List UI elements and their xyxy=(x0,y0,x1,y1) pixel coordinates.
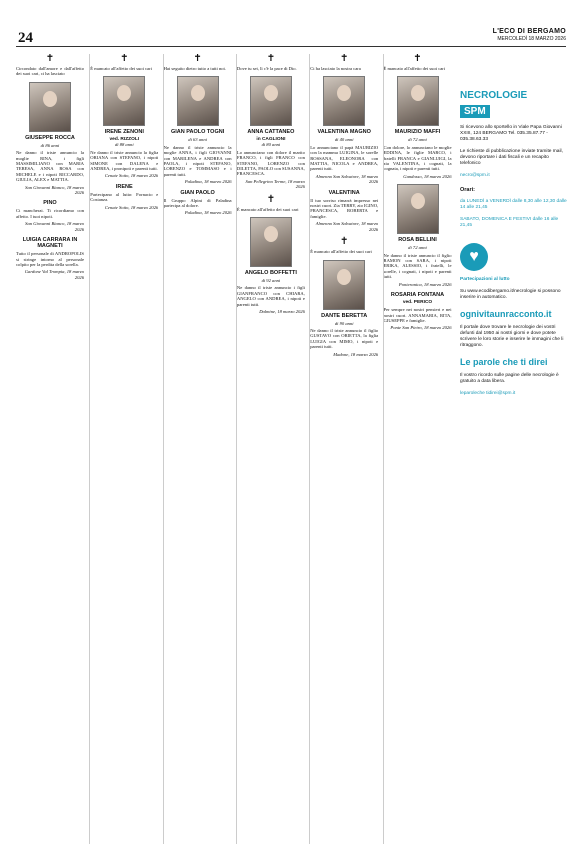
intro-text: Circondato dall'amore e dall'affetto dei suoi cari, ci ha lasciato xyxy=(16,66,84,77)
obituary-text: Ne danno il triste annuncio i figli GIANFRANCO con CHIARA, ANGELO con ANDREA, i nipoti e parenti tutti. xyxy=(236,285,305,307)
deceased-age: di 63 anni xyxy=(188,137,207,143)
obituary-place-date: Gandosso, 18 marzo 2026 xyxy=(403,173,452,179)
office-info: Si ricevono allo sportello in Viale Papa Giovanni XXIII, 124 BERGAMO Tel. 035.35.87.77 - 035.38.63.33 xyxy=(460,125,562,142)
deceased-name: ROSARIA FONTANA xyxy=(390,292,445,299)
obituary xyxy=(90,184,158,210)
obituary-place-date: Madone, 18 marzo 2026 xyxy=(333,351,379,357)
deceased-name: MAURIZIO MAFFI xyxy=(394,129,441,136)
obituary-text: Ne danno il triste annuncio il figlio RAMON con SARA, i nipoti ERIKA, ALESSIO, i fratelli, le sorelle, i cognati, i nipoti e parenti tutti. xyxy=(383,252,452,280)
obituary-text: Ci mancherai. Ti ricordiamo con affetto. I tuoi nipoti. xyxy=(16,208,84,219)
obituary-text: Il Gruppo Alpini di Paladina partecipa al dolore. xyxy=(163,197,232,209)
cross-icon: ✝ xyxy=(413,54,422,64)
email-link[interactable]: necro@spm.it xyxy=(460,173,490,178)
lutto-text: Su www.ecodibergamo.it/necrologie si possono inserire in automatico. xyxy=(460,289,561,300)
obituary xyxy=(16,237,84,280)
obituary xyxy=(16,200,84,232)
obituary-text: Lo annunciano con dolore il marito FRANCO, i figli FRANCO con STEFANO, LORENZO con DILETTA, PAOLO con SUSANNA, FRANCESCA. xyxy=(236,149,305,177)
obituary-text: Lo annunciano il papà MAURIZIO con la mamma LUIGINA, le sorelle ROSSANA, ELEONORA con MATTIA, NICOLA e ANDREA, parenti tutti. xyxy=(310,144,379,172)
deceased-name: PINO xyxy=(43,200,57,207)
column xyxy=(236,54,305,844)
intro-text: È mancato all'affetto dei suoi cari xyxy=(90,66,152,71)
obituary-place-date: Almenno San Salvatore, 18 marzo 2026 xyxy=(315,173,379,185)
column xyxy=(89,54,158,844)
obituary xyxy=(310,190,378,232)
obituary-text: Ne danno il triste annuncio la moglie ANNA, i figli GIOVANNI con MARILENA e ANDREA con PAOLA, i nipoti STEFANO, LORENZO e TOMMASO e i parenti tutti. xyxy=(163,144,232,177)
portrait-photo xyxy=(177,76,219,126)
obituary xyxy=(310,260,378,357)
deceased-age: di 90 anni xyxy=(334,320,354,326)
obituary xyxy=(384,292,452,331)
deceased-subname: ved. PERICO xyxy=(402,300,433,306)
obituary xyxy=(237,217,305,314)
column xyxy=(16,54,84,844)
spm-logo: SPM xyxy=(460,105,490,118)
obituary-intro xyxy=(16,54,84,77)
obituary-text: Partecipano al lutto: Fornacio e Costanza. xyxy=(90,191,159,203)
obituary-place-date: Paladina, 18 marzo 2026 xyxy=(184,179,232,185)
obituary xyxy=(164,190,232,216)
obituary xyxy=(16,82,84,196)
obituary-text: Ne danno il triste annuncio il figlio GUSTAVO con ORIETTA, la figlia LUIGIA con MIMO, i nipoti e parenti tutti. xyxy=(310,327,379,350)
obituary xyxy=(384,76,452,179)
obituary-text: Ne danno il triste annuncio la moglie RINA, i figli MASSIMILIANO con MARIA TERESA, ANNA ROSA con MICHELE e i nipoti RICCARDO, GIULIA, ALEX e MATTIA. xyxy=(16,150,84,183)
cross-icon: ✝ xyxy=(266,54,276,64)
obituary-place-date: Cenate Sotto, 18 marzo 2026 xyxy=(104,204,159,210)
parole-title: Le parole che ti direi xyxy=(460,357,548,367)
deceased-age: di 40 anni xyxy=(334,137,354,143)
obituary-text: Tutto il personale di ANDROPOLIS si stringe intorno al personale colpito per la perdita della sorella. xyxy=(16,251,84,267)
weekday-hours: da LUNEDÌ a VENERDÌ dalle 8,30 alle 12,30 dalle 14 alle 21,45 xyxy=(460,199,567,210)
parole-email[interactable]: leparoleche tidirei@spm.it xyxy=(460,391,516,396)
cross-icon: ✝ xyxy=(339,236,349,248)
sidebar xyxy=(460,54,568,844)
parole-text: Il vostro ricordo sulle pagine delle necrologie è gratuito a data libera. xyxy=(460,373,559,384)
intro-text: È mancato all'affetto dei suoi cari xyxy=(383,66,446,71)
deceased-name: VALENTINA MAGNO xyxy=(317,129,371,136)
obituary-text: Ne danno il triste annuncio la figlia ORIANA con STEFANO, i nipoti SIMONE con DALENA e ANDREA, i pronipoti e parenti tutti. xyxy=(90,149,159,172)
deceased-name: ANGELO BOFFETTI xyxy=(244,270,297,277)
obituary-place-date: San Giovanni Bianco, 18 marzo 2026 xyxy=(25,221,84,232)
cross-icon: ✝ xyxy=(339,54,349,64)
obituary xyxy=(164,76,232,184)
obituary xyxy=(384,184,452,287)
obituary-intro xyxy=(310,237,378,254)
deceased-subname: ved. RIZZOLI xyxy=(109,137,140,143)
obituary-place-date: Gardone Val Trompia, 18 marzo 2026 xyxy=(24,269,84,280)
obituary-place-date: San Pellegrino Terme, 18 marzo 2026 xyxy=(245,178,305,190)
cross-icon: ✝ xyxy=(120,54,129,64)
obituary-text: Per sempre nei nostri pensieri e nei nostri cuori. ANNAMARIA, RITA, GIUSEPPE e famiglie. xyxy=(383,307,452,323)
portrait-photo xyxy=(397,76,439,126)
obituary-place-date: Ponte San Pietro, 18 marzo 2026 xyxy=(390,325,452,331)
obituary-intro xyxy=(310,54,378,71)
obituary xyxy=(310,76,378,184)
deceased-name: GIAN PAOLO xyxy=(180,189,215,196)
obituary-columns xyxy=(16,54,456,844)
lutto-title: Partecipazioni al lutto xyxy=(460,277,510,282)
intro-text: Ci ha lasciato la nostra cara xyxy=(310,66,361,71)
deceased-age: di 92 anni xyxy=(261,278,281,284)
deceased-age: di 72 anni xyxy=(408,137,427,143)
deceased-name: VALENTINA xyxy=(328,189,360,196)
deceased-age: di 80 anni xyxy=(261,142,281,148)
intro-text: Hai seguito dietro tutto a tutti noi. xyxy=(163,66,226,71)
racconto-text: Il portale dove trovare le necrologie dei vostri defunti dal 1950 ai nostri giorni e dove potete scrivere le loro storie e inserire le immagini che li ritraggono. xyxy=(460,325,564,348)
obituary-place-date: San Giovanni Bianco, 18 marzo 2026 xyxy=(25,184,84,196)
deceased-name: GIAN PAOLO TOGNI xyxy=(170,129,225,136)
portrait-photo xyxy=(250,217,292,267)
intro-text: Dove tu sei, lì c'è la pace di Dio. xyxy=(236,66,297,71)
column xyxy=(163,54,232,844)
portrait-photo xyxy=(323,76,365,126)
deceased-name: GIUSEPPE ROCCA xyxy=(25,134,75,141)
portrait-photo xyxy=(250,76,292,126)
deceased-age: di 88 anni xyxy=(114,142,134,148)
intro-text: È mancato all'affetto dei suoi cari xyxy=(236,206,299,212)
portrait-photo xyxy=(103,76,145,126)
intro-text: È mancato all'affetto dei suoi cari xyxy=(310,249,372,255)
cross-icon: ✝ xyxy=(266,193,276,205)
obituary-intro xyxy=(164,54,232,71)
obituary xyxy=(237,76,305,189)
deceased-name: LUIGIA CARRARA IN MAGNETI xyxy=(22,237,78,250)
cross-icon: ✝ xyxy=(193,54,202,64)
obituary-place-date: Cenate Sotto, 18 marzo 2026 xyxy=(104,173,159,179)
header-rule xyxy=(16,46,566,47)
obituary-intro xyxy=(384,54,452,71)
obituary-place-date: Ponteranica, 18 marzo 2026 xyxy=(398,281,452,287)
obituary-intro xyxy=(237,54,305,71)
cross-icon: ✝ xyxy=(45,54,55,64)
portrait-photo xyxy=(323,260,365,310)
column xyxy=(309,54,378,844)
obituary xyxy=(90,76,158,178)
page-number: 24 xyxy=(18,30,33,46)
obituary-place-date: Paladina, 18 marzo 2026 xyxy=(184,210,232,216)
obituary-intro xyxy=(237,195,305,212)
hours-title: Orari: xyxy=(460,187,475,193)
heart-icon: ♥ xyxy=(460,243,488,271)
sidebar-title: NECROLOGIE xyxy=(460,90,528,101)
obituary-text: Con dolore, lo annunciano le moglie EDDINA, le figlie MARCO, i fratelli FRANCA e GIANLUIGI, la zia VALENTINA, i cognati, la cognata, i nipoti e parenti tutti. xyxy=(383,144,452,172)
email-requirements: Le richieste di pubblicazione inviate tramite mail, devono riportare i dati fiscali e un recapito telefonico xyxy=(460,149,563,166)
racconto-title[interactable]: ognivitaunracconto.it xyxy=(460,309,552,319)
column xyxy=(383,54,452,844)
obituary-place-date: Almenno San Salvatore, 18 marzo 2026 xyxy=(315,221,379,232)
deceased-subname: in CAGLIONI xyxy=(256,137,286,143)
portrait-photo xyxy=(29,82,71,132)
issue-date: MERCOLEDÌ 18 MARZO 2026 xyxy=(497,36,566,42)
deceased-age: di 72 anni xyxy=(408,245,427,251)
deceased-name: IRENE xyxy=(115,183,133,190)
deceased-name: DANTE BERETTA xyxy=(321,312,368,319)
deceased-age: di 86 anni xyxy=(40,142,60,148)
portrait-photo xyxy=(397,184,439,234)
page-header xyxy=(0,0,580,46)
deceased-name: IRENE ZENONI xyxy=(104,129,144,136)
deceased-name: ROSA BELLINI xyxy=(398,237,437,244)
weekend-hours: SABATO, DOMENICA E FESTIVI dalle 16 alle 21,45 xyxy=(460,217,559,228)
obituary-place-date: Dalmine, 18 marzo 2026 xyxy=(259,309,305,315)
obituary-intro xyxy=(90,54,158,71)
deceased-name: ANNA CATTANEO xyxy=(247,129,295,136)
obituary-text: Il tuo sorriso rimarrà impresso nei nostri cuori. Zia TERRY, zio IGINO, FRANCESCA, ROBERTA e famiglie. xyxy=(310,197,379,219)
newspaper-name: L'ECO DI BERGAMO xyxy=(492,28,566,35)
